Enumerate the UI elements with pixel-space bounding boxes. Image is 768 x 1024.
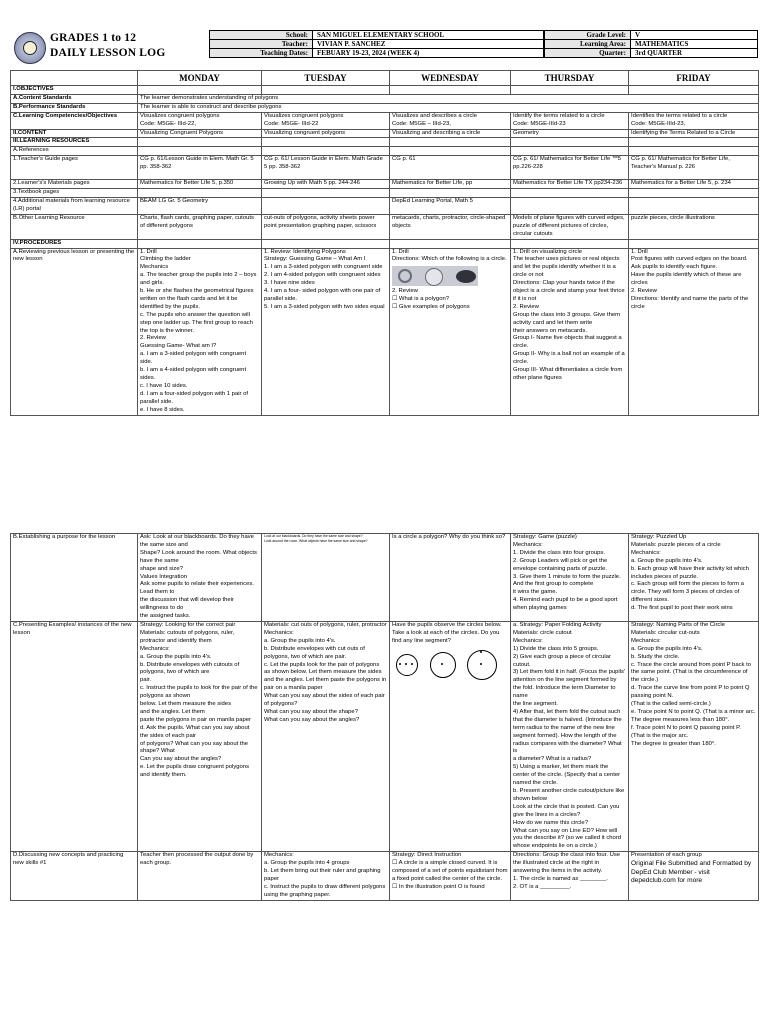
row-label: B.Establishing a purpose for the lesson [11,534,138,622]
content-standard: The learner demonstrates understanding of polygons [138,94,759,103]
cell-thursday [511,198,629,215]
day-friday: FRIDAY [629,71,759,86]
grade-label: Grade Level: [545,31,631,40]
table-row [11,852,759,900]
cell-monday: Visualizes congruent polygons Code: M5GE- IIId-22, [138,112,262,129]
cell-wednesday: CG p. 61 [390,156,511,180]
cell-wednesday: Strategy: Direct Instruction ☐ A circle is a simple closed curved. It is composed of a set of points equidistant from a fixed point called the center of the circle. ☐ In the illustration point O is found [390,852,511,900]
cell-wednesday: DepEd Learning Portal, Math 5 [390,198,511,215]
cell-friday: Strategy: Puzzled Up Materials: puzzle pieces of a circle Mechanics: a. Group the pupils into 4's. b. Each group will have their activity kit which includes pieces of puzzle. c. Each group will form the pieces to form a circle. They will form 3 pieces of circles of different sizes. d. The first pupil to post their work wins [629,534,759,622]
teacher-label: Teacher: [210,40,313,49]
row-label: A.Content Standards [11,94,138,103]
title-line-2: DAILY LESSON LOG [50,47,166,59]
cell-friday: puzzle pieces, circle illustrations [629,214,759,239]
circle-center-icon [430,652,456,678]
cell-thursday: Identify the terms related to a circle Code: M5GE-IIId-23 [511,112,629,129]
cell-friday: 1. Drill Post figures with curved edges on the board. Ask pupils to identify each figure. Have the pupils identify which of these are circles 2. Review Directions: Identify and name the parts of the circle [629,248,759,415]
cell-friday: Strategy: Naming Parts of the Circle Materials: circular cut-outs Mechanics: a. Group the pupils into 4's. b. Study the circle. c. Trace the circle around from point P back to the same point. (That is the circumference of the circle.) d. Trace the curve line from point P to point Q passing point N. (That is the called semi-circle.) e. Trace point N to point Q. (That is a minor arc. The degree measures less than 180°. f. Trace point N to point Q passing point P. (That is the major arc. The degree is greater than 180°. [629,621,759,851]
cell-friday: Identifies the terms related to a circle Code: M5GE-IIId-23, [629,112,759,129]
school-label: School: [210,31,313,40]
row-label: IV.PROCEDURES [11,239,138,248]
table-row [11,248,759,415]
quarter-label: Quarter: [545,49,631,58]
cell-monday: Teacher then processed the output done by each group. [138,852,262,900]
cell-tuesday: 1. Review: Identifying Polygons Strategy: Guessing Game – What Am I 1. I am a 3-sided polygon with congruent side 2. I am 4-sided polygon with congruent sides 3. I have nine sides 4. I am a four- sided polygon with one pair of parallel side. 5. I am a 3-sided polygon with two sides equal [262,248,390,415]
cell-wednesday: Visualizes and describes a circle Code: M5GE – IIId-23, [390,112,511,129]
header [10,30,760,64]
day-wednesday: WEDNESDAY [390,71,511,86]
cell-friday: Identifying the Terms Related to a Circle [629,129,759,138]
row-label: 1.Teacher's Guide pages [11,156,138,180]
performance-standard: The learner is able to construct and describe polygons [138,103,759,112]
title-line-1: GRADES 1 to 12 [50,32,137,44]
area-value: MATHEMATICS [631,40,758,49]
cell-thursday: a. Strategy: Paper Folding Activity Materials: circle cutout Mechanics: 1) Divide the class into 5 groups. 2) Give each group a piece of circular cutout. 3) Let them fold it in half. (Focus the pupils' attention on the line segment formed by the fold. Introduce the term Diameter to name the line segment. 4) After that, let them fold the cutout such that the diameter is halved. (Introduce the term radius to the name of the new line segment formed). How the length of the radius compares with the diameter? What is a diameter? What is a radius? 5) Using a marker, let them mark the center of the circle. (Specify that a center named the circle. b. Present another circle cutout/picture like shown below Look at the circle that is posted. Can you give the lines in a circles? How do we name this circle? What can you say on Line ED? How will you the describe it? (so we called it chord whose endpoints lie on a circle.) [511,621,629,851]
table-row [11,156,759,180]
cell-tuesday: Look at our blackboards. Do they have the same size and shape? Look around the room. What objects have the same size and shape? [262,534,390,622]
document-title [50,31,165,61]
cell-tuesday: cut-outs of polygons, activity sheets power point presentation graphing paper, scissors [262,214,390,239]
wednesday-drill: 1. Drill Directions: Which of the following is a circle. [392,248,507,263]
table-row [11,189,759,198]
cell-thursday: CG p. 61/ Mathematics for Better Life ™5 pp.226-228 [511,156,629,180]
day-thursday: THURSDAY [511,71,629,86]
table-row [11,129,759,138]
cell-thursday: 1. Drill on visualizing circle The teacher uses pictures or real objects and let the pupils identify whether it is a circle or not Directions: Clap your hands twice if the object is a circle and stamp your feet thrice if it is not 2. Review Group the class into 3 groups. Give them activity card and let them write their answers on metacards. Group I- Name five objects that suggest a circle. Group II- Why is a ball not an example of a circle. Group III- What differentiates a circle from other plane figures [511,248,629,415]
depedclub-credit-note: Original File Submitted and Formatted by DepEd Club Member - visit depedclub.com for more [631,860,752,884]
grade-value: V [631,31,758,40]
table-row [11,112,759,129]
cell-thursday: Models of plane figures with curved edges, puzzle of different pictures of circles, circular cutouts [511,214,629,239]
lesson-table-part-2 [10,533,759,901]
cell-monday: BEAM LG Gr. 5 Geometry [138,198,262,215]
row-label: 3.Textbook pages [11,189,138,198]
row-label: A.Reviewing previous lesson or presenting the new lesson [11,248,138,415]
table-row [11,94,759,103]
cell-wednesday: Visualizing and describing a circle [390,129,511,138]
wednesday-review: 2. Review ☐ What is a polygon? ☐ Give examples of polygons [392,288,470,311]
row-label: III.LEARNING RESOURCES [11,138,138,147]
cell-friday: Mathematics for a Better Life 5, p. 234 [629,180,759,189]
cell-monday: Mathematics for Better Life 5, p.350 [138,180,262,189]
table-row [11,138,759,147]
cell-wednesday: Is a circle a polygon? Why do you think so? [390,534,511,622]
school-info-table [209,30,544,58]
circle-diameter-icon [396,654,418,676]
circle-radius-icon [467,650,497,680]
grade-info-table [544,30,758,58]
cell-tuesday: Visualizes congruent polygons Code: M5GE- IIId-22 [262,112,390,129]
cell-friday [629,852,759,900]
friday-presentation: Presentation of each group [631,852,702,859]
table-row [11,180,759,189]
table-row [11,147,759,156]
cell-monday: Ask: Look at our blackboards. Do they have the same size and Shape? Look around the room. What objects have the same shape and size? Values Integration Ask some pupils to relate their experiences. Lead them to the discussion that will develop their willingness to do the assigned tasks. [138,534,262,622]
row-label: B.Other Learning Resource [11,214,138,239]
cell-wednesday [390,621,511,851]
table-row [11,534,759,622]
row-label: B.Performance Standards [11,103,138,112]
cell-tuesday: Mechanics: a. Group the pupils into 4 groups b. Let them bring out their ruler and graphing paper c. Instruct the pupils to draw different polygons using the graphing paper. [262,852,390,900]
row-label: C.Presenting Examples/ instances of the new lesson [11,621,138,851]
row-label: C.Learning Competencies/Objectives [11,112,138,129]
cell-tuesday: CG p. 61/ Lesson Guide in Elem. Math Grade 5 pp. 358-362 [262,156,390,180]
circle-identification-figure [392,266,508,286]
circles-with-segments-figure [392,649,508,679]
row-label: II.CONTENT [11,129,138,138]
quarter-value: 3rd QUARTER [631,49,758,58]
table-row [11,239,759,248]
cell-monday: Visualizing Congruent Polygons [138,129,262,138]
row-label: 2.Learner's's Materials pages [11,180,138,189]
school-value: SAN MIGUEL ELEMENTARY SCHOOL [313,31,544,40]
cell-monday: Charts, flash cards, graphing paper, cutouts of different polygons [138,214,262,239]
row-label: D.Discussing new concepts and practicing new skills #1 [11,852,138,900]
cell-monday: 1. Drill Climbing the ladder Mechanics a. The teacher group the pupils into 2 – boys and girls. b. He or she flashes the geometrical figures written on the flash cards and let it be identified by the pupils. c. The pupils who answer the question will step one ladder up. The first group to reach the top is the winner. 2. Review Guessing Game- What am I? a. I am a 3-sided polygon with congruent side. b. I am a 4-sided polygon with congruent sides. c. I have 10 sides. d. I am a four-sided polygon with 1 pair of parallel side. e. I have 8 sides. [138,248,262,415]
day-tuesday: TUESDAY [262,71,390,86]
cell-wednesday: metacards, charts, protractor, circle-shaped objects [390,214,511,239]
lesson-table-part-1 [10,70,759,416]
wednesday-observe-text: Have the pupils observe the circles below. Take a look at each of the circles. Do you find any line segment? [392,621,502,644]
dates-label: Teaching Dates: [210,49,313,58]
dates-value: FEBUARY 19-23, 2024 (WEEK 4) [313,49,544,58]
cell-tuesday: Growing Up with Math 5 pp. 244-246 [262,180,390,189]
cell-tuesday: Materials: cut outs of polygons, ruler, protractor Mechanics: a. Group the pupils into 4's. b. Distribute envelopes with cut outs of polygons, two of which are pair. c. Let the pupils look for the pair of polygons as shown below. Let them measure the sides and the angles. Let them paste the polygons in pair on a manila paper What can you say about the sides of each pair of polygons? What can you say about the shape? What can you say about the angles? [262,621,390,851]
cell-tuesday: Visualizing congruent polygons [262,129,390,138]
cell-monday: CG p. 61/Lesson Guide in Elem. Math Gr. 5 pp. 358-362 [138,156,262,180]
cell-thursday: Directions: Group the class into four. Use the illustrated circle at the right in answering the items in the activity. 1. The circle is named as ________. 2. OT is a _________. [511,852,629,900]
cell-thursday: Mathematics for Better Life TX pp234-236 [511,180,629,189]
table-row [11,214,759,239]
row-label: I.OBJECTIVES [11,86,138,95]
table-row [11,198,759,215]
cell-tuesday [262,198,390,215]
cell-friday [629,198,759,215]
day-header-row [11,71,759,86]
cell-wednesday [390,248,511,415]
area-label: Learning Area: [545,40,631,49]
cell-thursday: Strategy: Game (puzzle) Mechanics: 1. Divide the class into four groups. 2. Group Leaders will pick or get the envelope containing parts of puzzle. 3. Give them 1 minute to form the puzzle. And the first group to complete it wins the game. 4. Remind each pupil to be a good sport when playing games [511,534,629,622]
cell-friday: CG p. 61/ Mathematics for Better Life, Teacher's Manual p. 226 [629,156,759,180]
deped-seal-icon [14,32,46,64]
table-row [11,621,759,851]
row-label: A.References [11,147,138,156]
table-row [11,103,759,112]
day-monday: MONDAY [138,71,262,86]
cell-monday: Strategy: Looking for the correct pair Materials: cutouts of polygons, ruler, protractor and identify them Mechanics: a. Group the pupils into 4's. b. Distribute envelopes with cutouts of polygons, two of which are pair. c. Instruct the pupils to look for the pair of the polygons as shown below. Let them measure the sides and the angles. Let them paste the polygons in pair on manila paper d. Ask the pupils. What can you say about the sides of each pair of polygons? What can you say about the shape? What Can you say about the angles? e. Let the pupils draw congruent polygons and identify them. [138,621,262,851]
row-label: 4.Additional materials from learning resource (LR) portal [11,198,138,215]
cell-thursday: Geometry [511,129,629,138]
table-row [11,86,759,95]
teacher-value: VIVIAN P. SANCHEZ [313,40,544,49]
cell-wednesday: Mathematics for Better Life, pp [390,180,511,189]
